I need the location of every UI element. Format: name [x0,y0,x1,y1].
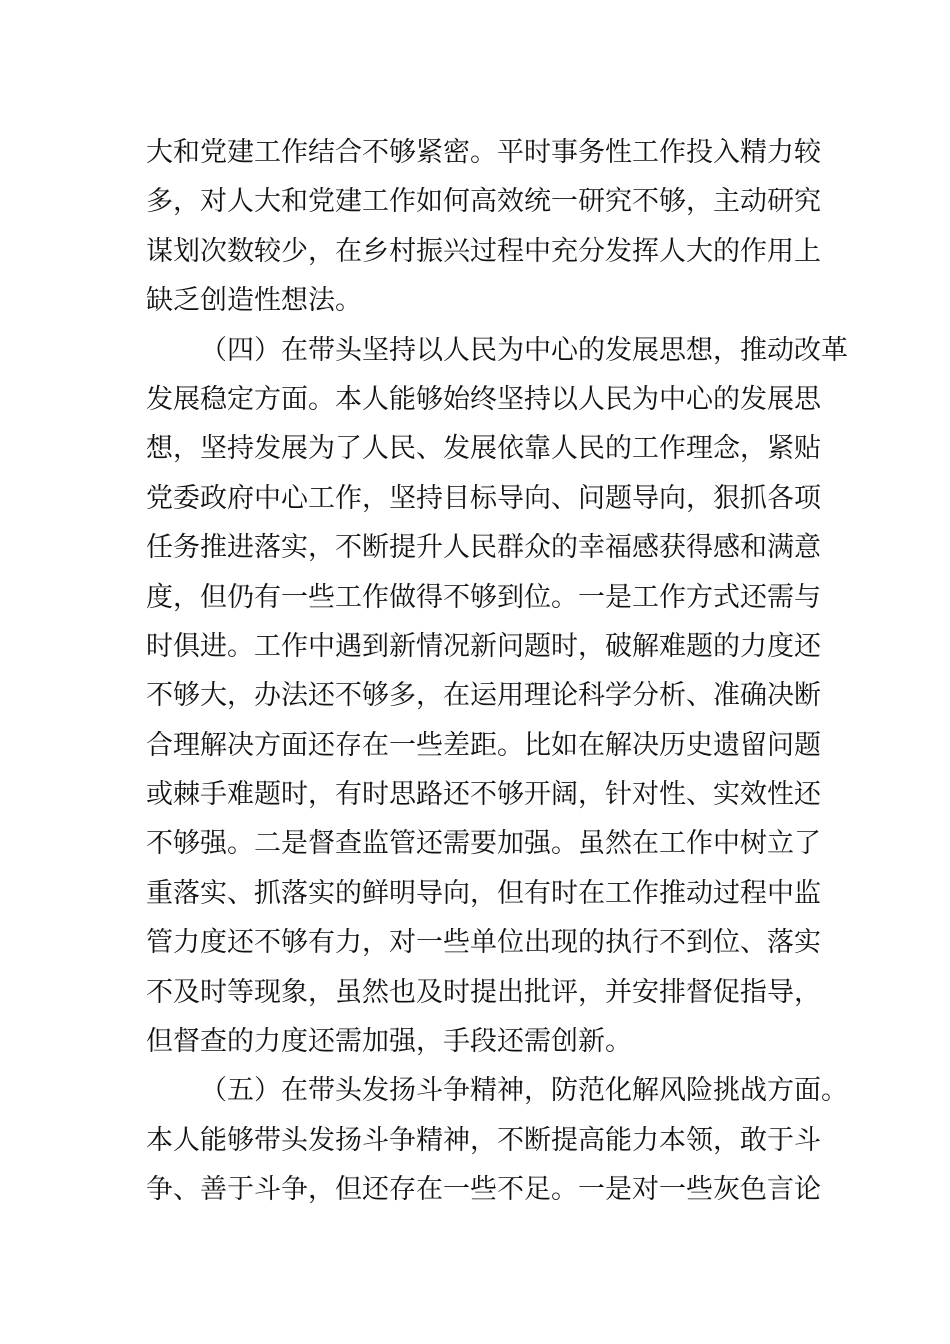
text-line: 党委政府中心工作，坚持目标导向、问题导向，狠抓各项 [146,482,821,514]
text-line: 发展稳定方面。本人能够始终坚持以人民为中心的发展思 [146,383,821,415]
text-line: 多，对人大和党建工作如何高效统一研究不够，主动研究 [146,186,821,218]
text-line: 但督查的力度还需加强，手段还需创新。 [146,1026,632,1058]
text-line: 不够强。二是督查监管还需要加强。虽然在工作中树立了 [146,828,821,860]
text-line: 管力度还不够有力，对一些单位出现的执行不到位、落实 [146,927,821,959]
text-line: 不够大，办法还不够多，在运用理论科学分析、准确决断 [146,680,821,712]
text-line: 缺乏创造性想法。 [146,285,362,317]
text-line: 合理解决方面还存在一些差距。比如在解决历史遗留问题 [146,729,821,761]
text-line: （五）在带头发扬斗争精神，防范化解风险挑战方面。 [200,1075,848,1107]
text-line: （四）在带头坚持以人民为中心的发展思想，推动改革 [200,334,848,366]
body-text [146,128,848,1215]
text-line: 时俱进。工作中遇到新情况新问题时，破解难题的力度还 [146,630,821,662]
text-line: 重落实、抓落实的鲜明导向，但有时在工作推动过程中监 [146,877,821,909]
text-line: 不及时等现象，虽然也及时提出批评，并安排督促指导， [146,976,821,1008]
text-line: 想，坚持发展为了人民、发展依靠人民的工作理念，紧贴 [146,433,821,465]
text-line: 或棘手难题时，有时思路还不够开阔，针对性、实效性还 [146,779,821,811]
text-line: 本人能够带头发扬斗争精神，不断提高能力本领，敢于斗 [146,1124,821,1156]
text-line: 争、善于斗争，但还存在一些不足。一是对一些灰色言论 [146,1174,821,1206]
text-line: 谋划次数较少，在乡村振兴过程中充分发挥人大的作用上 [146,235,821,267]
text-line: 任务推进落实，不断提升人民群众的幸福感获得感和满意 [146,532,821,564]
text-line: 度，但仍有一些工作做得不够到位。一是工作方式还需与 [146,581,821,613]
text-line: 大和党建工作结合不够紧密。平时事务性工作投入精力较 [146,137,821,168]
